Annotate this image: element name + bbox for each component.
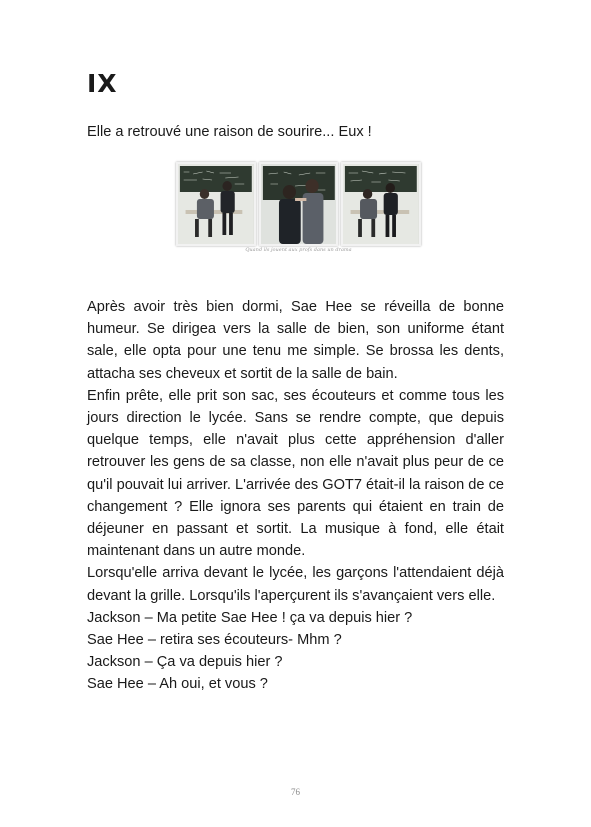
dialogue-line: Jackson – Ma petite Sae Hee ! ça va depuis hier ? — [87, 609, 413, 626]
paragraph: Lorsqu'elle arriva devant le lycée, les garçons l'attendaient déjà devant la grille. Lorsqu'ils l'aperçurent ils s'avançaient vers elle. — [87, 565, 504, 604]
photo-panel-3 — [341, 162, 421, 246]
paragraph: Après avoir très bien dormi, Sae Hee se réveilla de bonne humeur. Se dirigea vers la salle de bien, son uniforme étant sale, elle opta pour une tenu me simple. Se brossa les dents, attacha ses cheveux et sortit de la salle de bain. — [87, 299, 504, 382]
chapter-title: IX — [87, 69, 118, 98]
photo-strip — [176, 162, 421, 246]
page-number: 76 — [291, 787, 300, 797]
chapter-intro: Elle a retrouvé une raison de sourire... Eux ! — [87, 124, 372, 140]
paragraph: Enfin prête, elle prit son sac, ses écouteurs et comme tous les jours direction le lycée. Sans se rendre compte, que depuis quelque temps, elle n'avait plus cette appréhension d'aller retrouver les gens de sa classe, non elle n'avait plus peur de ce qu'il pouvait lui arriver. L'arrivée des GOT7 était-il la raison de ce changement ? Elle ignora ses parents qui étaient en train de déjeuner en passant et sortit. La musique à fond, elle était maintenant dans un autre monde. — [87, 387, 504, 560]
chapter-body — [87, 296, 504, 696]
photo-panel-2 — [259, 162, 339, 246]
dialogue-line: Sae Hee – Ah oui, et vous ? — [87, 676, 268, 693]
photo-caption: Quand ils jouent aux profs dans un drama — [245, 247, 352, 253]
photo-panel-1 — [176, 162, 256, 246]
dialogue-line: Sae Hee – retira ses écouteurs- Mhm ? — [87, 632, 342, 649]
dialogue-line: Jackson – Ça va depuis hier ? — [87, 654, 283, 671]
